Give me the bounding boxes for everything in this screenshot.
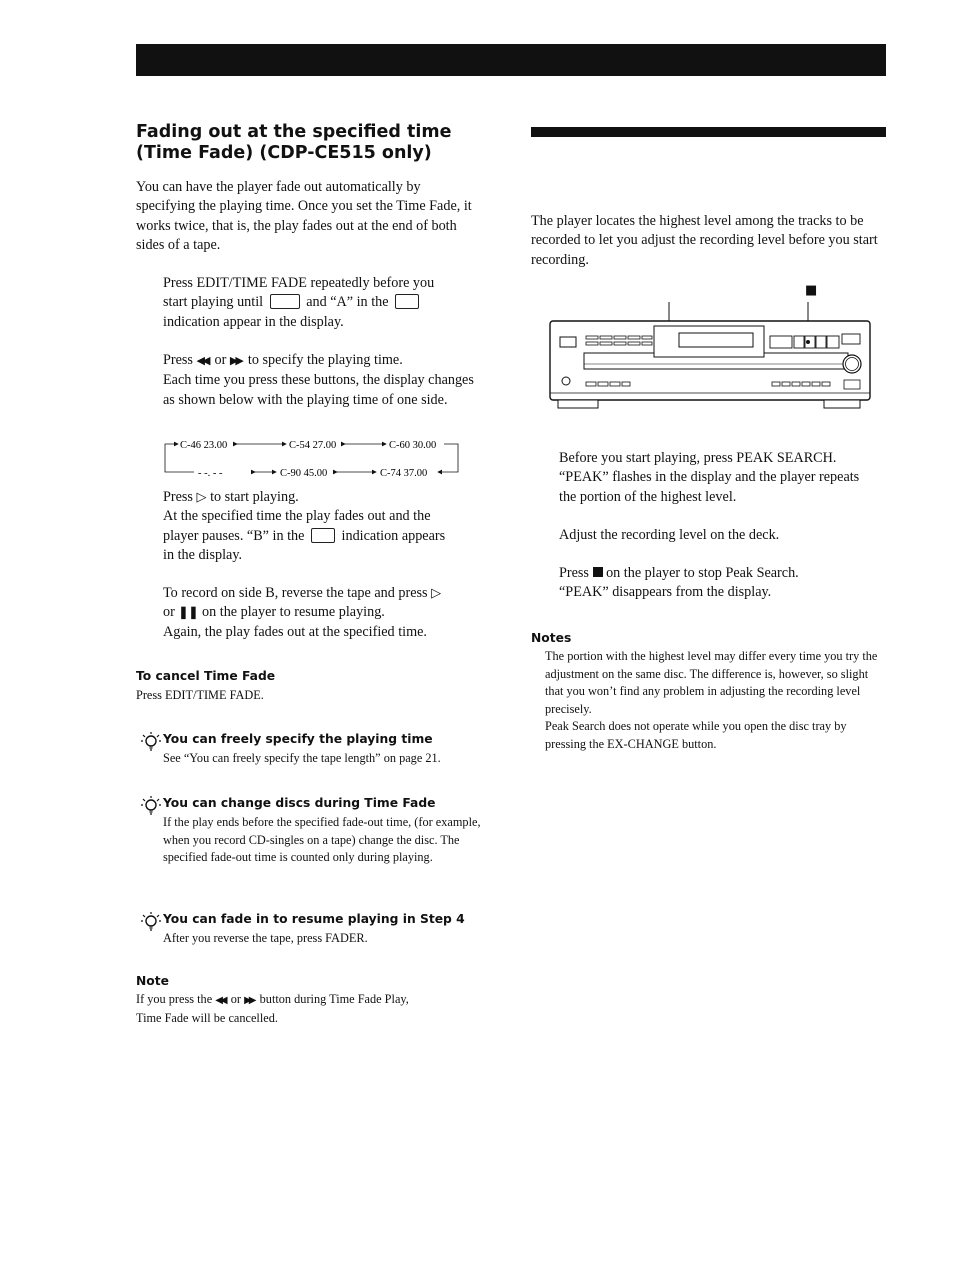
play-icon: ▷	[431, 585, 442, 600]
cycle-c60: C-60 30.00	[389, 440, 437, 451]
rewind-icon: ◀◀	[196, 355, 208, 367]
note-body: If you press the ◀◀ or ▶▶ button during Time Fade Play, Time Fade will be cancelled.	[136, 992, 409, 1025]
right-step-3: Press on the player to stop Peak Search. “PEAK” disappears from the display.	[559, 565, 799, 601]
title-line-2: (Time Fade) (CDP-CE515 only)	[136, 143, 432, 163]
cycle-c90: C-90 45.00	[280, 468, 328, 479]
notes-list	[545, 648, 881, 754]
play-icon: ▷	[196, 489, 207, 504]
note-item-2: Peak Search does not operate while you open the disc tray by pressing the EX-CHANGE button.	[545, 719, 847, 751]
step-2: Press ◀◀ or ▶▶ to specify the playing time. Each time you press these buttons, the display changes as shown below with the playing time of one side.	[163, 351, 488, 410]
step-1	[163, 274, 493, 332]
cancel-heading: To cancel Time Fade	[136, 669, 276, 683]
stop-callout-label: ■	[805, 283, 818, 298]
tip-2-heading: You can change discs during Time Fade	[163, 796, 436, 810]
tip-2-body: If the play ends before the specified fade-out time, (for example, when you record CD-singles on a tape) change the disc. The specified fade-out time is counted only during playing.	[163, 815, 481, 865]
tip-lightbulb-icon	[139, 730, 161, 752]
step-1-line-c: indication appear in the display.	[163, 313, 344, 330]
cancel-body: Press EDIT/TIME FADE.	[136, 688, 264, 702]
step-4: To record on side B, reverse the tape and press ▷ or ❚❚ on the player to resume playing. Again, the play fades out at the specified time.	[163, 585, 442, 640]
cycle-c54: C-54 27.00	[289, 440, 337, 451]
fast-forward-icon: ▶▶	[229, 355, 241, 367]
title-line-1: Fading out at the specified time	[136, 122, 452, 142]
cycle-c74: C-74 37.00	[380, 468, 428, 479]
right-step-1: Before you start playing, press PEAK SEARCH. “PEAK” flashes in the display and the player repeats the portion of the highest level.	[559, 450, 860, 505]
step-1-line-b: start playing until and “A” in the	[163, 293, 493, 312]
tape-indicator-icon	[311, 528, 335, 543]
time-fade-indicator-icon	[270, 294, 300, 309]
fast-forward-icon: ▶▶	[244, 995, 254, 1006]
right-step-2: Adjust the recording level on the deck.	[559, 527, 780, 543]
cd-player-illustration	[546, 300, 876, 412]
time-cycle-diagram	[162, 436, 462, 480]
cycle-blank: - -. - -	[198, 468, 223, 479]
pause-icon: ❚❚	[178, 605, 199, 620]
note-item-1: The portion with the highest level may differ every time you try the adjustment on the same disc. The difference is, however, so slight that you won’t find any problem in adjusting the recording level precisely.	[545, 649, 878, 716]
tape-indicator-icon	[395, 294, 419, 309]
stop-icon	[593, 567, 603, 577]
right-intro: The player locates the highest level among the tracks to be recorded to let you adjust the recording level before you start recording.	[531, 213, 878, 268]
section-bar	[531, 127, 886, 137]
tip-lightbulb-icon	[139, 910, 161, 932]
tip-lightbulb-icon	[139, 794, 161, 816]
step-1-line-a: Press EDIT/TIME FADE repeatedly before you	[163, 275, 435, 291]
header-bar	[136, 44, 886, 76]
step-2-body: Each time you press these buttons, the display changes as shown below with the playing time of one side.	[163, 372, 474, 408]
step-3: Press ▷ to start playing. At the specified time the play fades out and the player pauses. “B” in the indication appears in the display.	[163, 489, 446, 563]
intro-paragraph: You can have the player fade out automatically by specifying the playing time. Once you set the Time Fade, it works twice, that is, the play fades out at the end of both sides of a tape.	[136, 179, 472, 253]
rewind-icon: ◀◀	[215, 995, 225, 1006]
tip-1-heading: You can freely specify the playing time	[163, 732, 433, 746]
tip-1-body: See “You can freely specify the tape length” on page 21.	[163, 751, 441, 765]
tip-3-body: After you reverse the tape, press FADER.	[163, 931, 368, 945]
tip-3-heading: You can fade in to resume playing in Step 4	[163, 912, 465, 926]
section-title	[136, 122, 516, 164]
notes-heading: Notes	[531, 631, 572, 645]
cycle-c46: C-46 23.00	[180, 440, 228, 451]
note-heading: Note	[136, 974, 169, 988]
